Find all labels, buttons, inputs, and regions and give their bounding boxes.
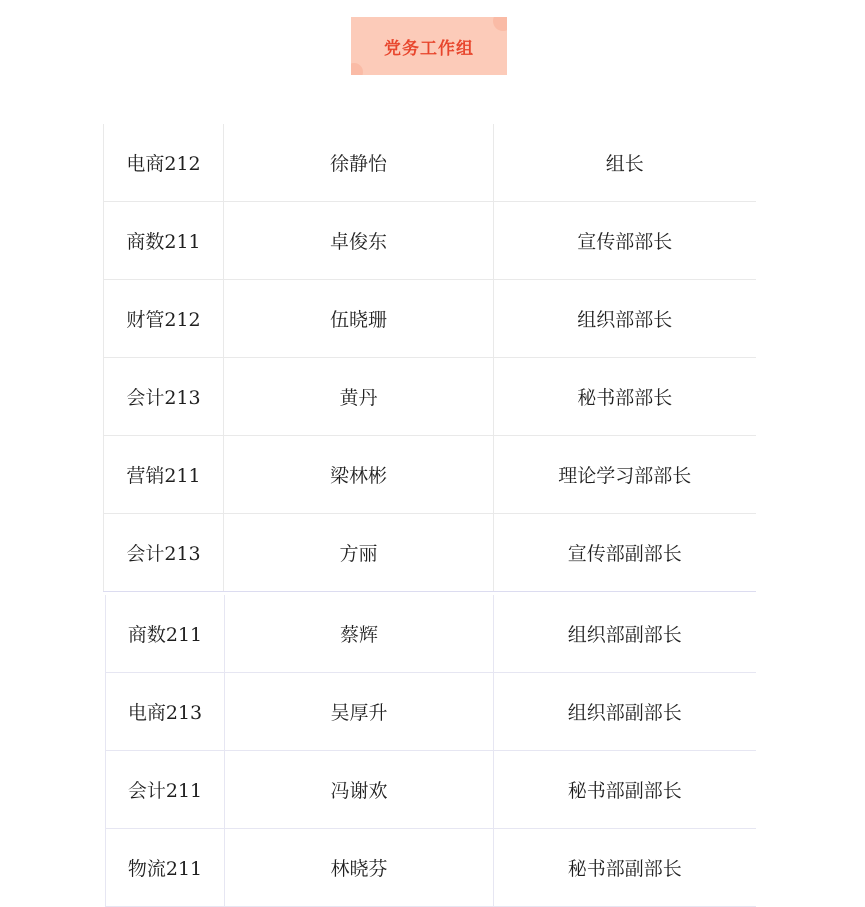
name-cell: 林晓芬: [225, 829, 494, 907]
decor-circle-icon: [493, 17, 507, 31]
name-cell: 吴厚升: [225, 673, 494, 751]
name-cell: 蔡辉: [225, 595, 494, 673]
name-cell: 徐静怡: [224, 124, 494, 202]
table-row: [104, 358, 756, 436]
class-cell: 电商212: [104, 124, 224, 202]
name-cell: 梁林彬: [224, 436, 494, 514]
decor-circle-icon: [351, 63, 363, 75]
table-row: [106, 595, 756, 673]
member-table-lower: [105, 595, 756, 907]
member-table-upper: [103, 124, 756, 592]
class-cell: 商数211: [104, 202, 224, 280]
table-row: [104, 280, 756, 358]
class-cell: 财管212: [104, 280, 224, 358]
class-cell: 商数211: [106, 595, 225, 673]
role-cell: 秘书部部长: [494, 358, 756, 436]
name-cell: 黄丹: [224, 358, 494, 436]
name-cell: 方丽: [224, 514, 494, 592]
name-cell: 冯谢欢: [225, 751, 494, 829]
class-cell: 营销211: [104, 436, 224, 514]
role-cell: 理论学习部部长: [494, 436, 756, 514]
class-cell: 物流211: [106, 829, 225, 907]
role-cell: 秘书部副部长: [494, 751, 756, 829]
name-cell: 卓俊东: [224, 202, 494, 280]
table-row: [106, 751, 756, 829]
table-row: [104, 436, 756, 514]
table-row: [104, 124, 756, 202]
role-cell: 组织部副部长: [494, 673, 756, 751]
name-cell: 伍晓珊: [224, 280, 494, 358]
role-cell: 秘书部副部长: [494, 829, 756, 907]
table-row: [106, 673, 756, 751]
table-row: [106, 829, 756, 907]
title-banner: [351, 17, 507, 75]
class-cell: 会计211: [106, 751, 225, 829]
role-cell: 宣传部副部长: [494, 514, 756, 592]
table-row: [104, 202, 756, 280]
table-row: [104, 514, 756, 592]
role-cell: 组长: [494, 124, 756, 202]
page-title: 党务工作组: [384, 38, 474, 59]
class-cell: 电商213: [106, 673, 225, 751]
role-cell: 宣传部部长: [494, 202, 756, 280]
class-cell: 会计213: [104, 358, 224, 436]
class-cell: 会计213: [104, 514, 224, 592]
role-cell: 组织部部长: [494, 280, 756, 358]
role-cell: 组织部副部长: [494, 595, 756, 673]
